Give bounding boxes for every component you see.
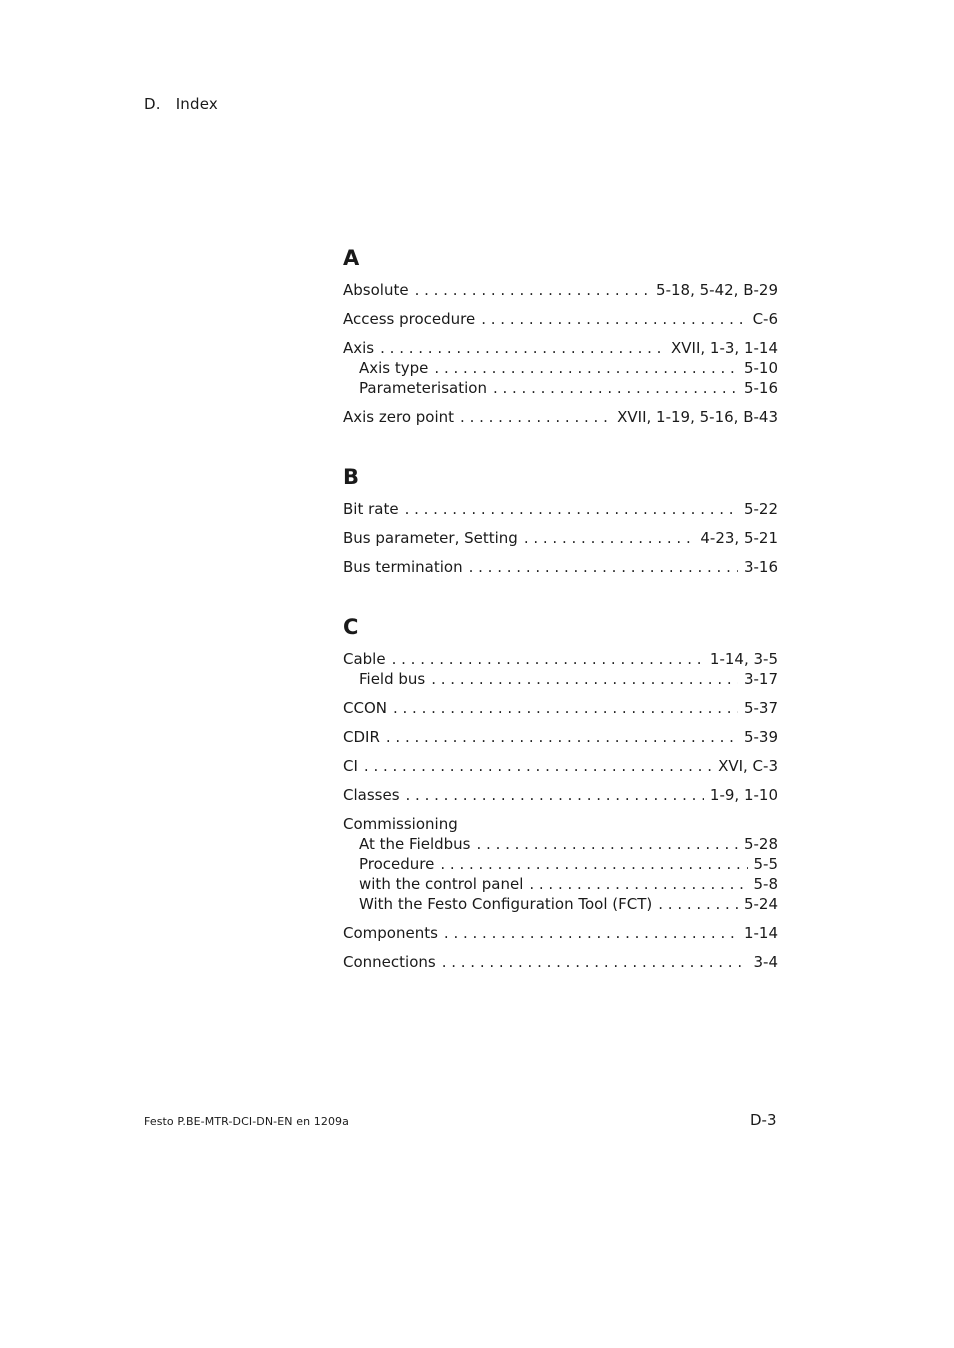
index-term — [343, 528, 778, 548]
dot-leader — [481, 309, 746, 329]
dot-leader — [393, 698, 738, 718]
dot-leader — [386, 727, 738, 747]
index-entry — [343, 756, 778, 776]
index-subentry — [343, 854, 778, 874]
dot-leader — [477, 834, 738, 854]
entry-label: Axis — [343, 339, 375, 357]
page-references: XVII, 1-19, 5-16, B-43 — [617, 408, 778, 426]
entry-label: CDIR — [343, 728, 380, 746]
entry-label: with the control panel — [359, 875, 524, 893]
page-references: 3-17 — [743, 670, 778, 688]
index-subentry — [343, 669, 778, 689]
entry-label: CI — [343, 757, 358, 775]
index-subentry — [343, 894, 778, 914]
entry-label: Bit rate — [343, 500, 399, 518]
dot-leader — [405, 499, 738, 519]
chapter-number: D. — [144, 95, 161, 113]
index-term — [343, 499, 778, 519]
index-term — [343, 785, 778, 805]
entry-label: At the Fieldbus — [359, 835, 471, 853]
index-entry — [343, 280, 778, 300]
section-letter: A — [343, 246, 360, 270]
page-references: 5-16 — [743, 379, 778, 397]
entry-label: Cable — [343, 650, 386, 668]
dot-leader — [434, 358, 738, 378]
page-references: 5-37 — [743, 699, 778, 717]
index-entry — [343, 309, 778, 329]
dot-leader — [524, 528, 695, 548]
index-term — [343, 407, 778, 427]
index-term — [343, 649, 778, 669]
dot-leader — [442, 952, 748, 972]
index-subentry — [343, 834, 778, 854]
entry-label: Procedure — [359, 855, 435, 873]
index-entry — [343, 952, 778, 972]
index-term — [343, 814, 778, 834]
index-entry — [343, 814, 778, 914]
page-references: 5-39 — [743, 728, 778, 746]
index-entry — [343, 649, 778, 689]
page-references: 5-8 — [753, 875, 778, 893]
page-references: 1-9, 1-10 — [709, 786, 778, 804]
entry-label: Axis type — [359, 359, 429, 377]
index-subentry — [343, 378, 778, 398]
page-references: C-6 — [752, 310, 778, 328]
entry-label: CCON — [343, 699, 387, 717]
page-references: 5-18, 5-42, B-29 — [656, 281, 778, 299]
page-references: XVII, 1-3, 1-14 — [671, 339, 778, 357]
index-term — [343, 756, 778, 776]
index-section — [343, 613, 778, 972]
index-entry — [343, 727, 778, 747]
entry-label: Bus parameter, Setting — [343, 529, 518, 547]
page-references: 3-16 — [743, 558, 778, 576]
chapter-title: Index — [175, 95, 218, 113]
index-entry — [343, 338, 778, 398]
index-subentry — [343, 874, 778, 894]
dot-leader — [364, 756, 712, 776]
section-letter: B — [343, 465, 360, 489]
page-references: 1-14, 3-5 — [709, 650, 778, 668]
entry-label: Connections — [343, 953, 436, 971]
index-section — [343, 244, 778, 427]
dot-leader — [658, 894, 738, 914]
page-references: XVI, C-3 — [718, 757, 778, 775]
dot-leader — [493, 378, 738, 398]
index-term — [343, 557, 778, 577]
index-entry — [343, 923, 778, 943]
entry-label: Field bus — [359, 670, 426, 688]
dot-leader — [444, 923, 738, 943]
dot-leader — [415, 280, 650, 300]
index-term — [343, 338, 778, 358]
dot-leader — [460, 407, 611, 427]
index-entry — [343, 407, 778, 427]
index-entry — [343, 528, 778, 548]
entry-label: Components — [343, 924, 438, 942]
page-references: 3-4 — [753, 953, 778, 971]
dot-leader — [440, 854, 747, 874]
entry-label: Parameterisation — [359, 379, 487, 397]
index-list — [343, 244, 778, 1008]
dot-leader — [392, 649, 704, 669]
page-references: 5-10 — [743, 359, 778, 377]
index-term — [343, 923, 778, 943]
index-term — [343, 698, 778, 718]
page-references: 5-24 — [743, 895, 778, 913]
page-references: 5-5 — [753, 855, 778, 873]
entry-label: Access procedure — [343, 310, 476, 328]
index-term — [343, 309, 778, 329]
dot-leader — [529, 874, 747, 894]
index-term — [343, 280, 778, 300]
section-letter: C — [343, 615, 359, 639]
index-entry — [343, 499, 778, 519]
entry-label: Classes — [343, 786, 400, 804]
page-references: 1-14 — [743, 924, 778, 942]
entry-label: Axis zero point — [343, 408, 455, 426]
dot-leader — [469, 557, 738, 577]
index-term — [343, 727, 778, 747]
index-subentry — [343, 358, 778, 378]
entry-label: Bus termination — [343, 558, 463, 576]
dot-leader — [431, 669, 738, 689]
page-number: D-3 — [750, 1111, 777, 1129]
index-entry — [343, 698, 778, 718]
page-references: 4-23, 5-21 — [700, 529, 778, 547]
page-references: 5-22 — [743, 500, 778, 518]
entry-label: Absolute — [343, 281, 409, 299]
entry-label: Commissioning — [343, 815, 458, 833]
dot-leader — [406, 785, 704, 805]
page-references: 5-28 — [743, 835, 778, 853]
running-header — [144, 95, 218, 113]
footer-document-id: Festo P.BE-MTR-DCI-DN-EN en 1209a — [144, 1115, 350, 1128]
dot-leader — [380, 338, 665, 358]
entry-label: With the Festo Configuration Tool (FCT) — [359, 895, 653, 913]
index-term — [343, 952, 778, 972]
index-entry — [343, 557, 778, 577]
index-entry — [343, 785, 778, 805]
index-section — [343, 463, 778, 577]
